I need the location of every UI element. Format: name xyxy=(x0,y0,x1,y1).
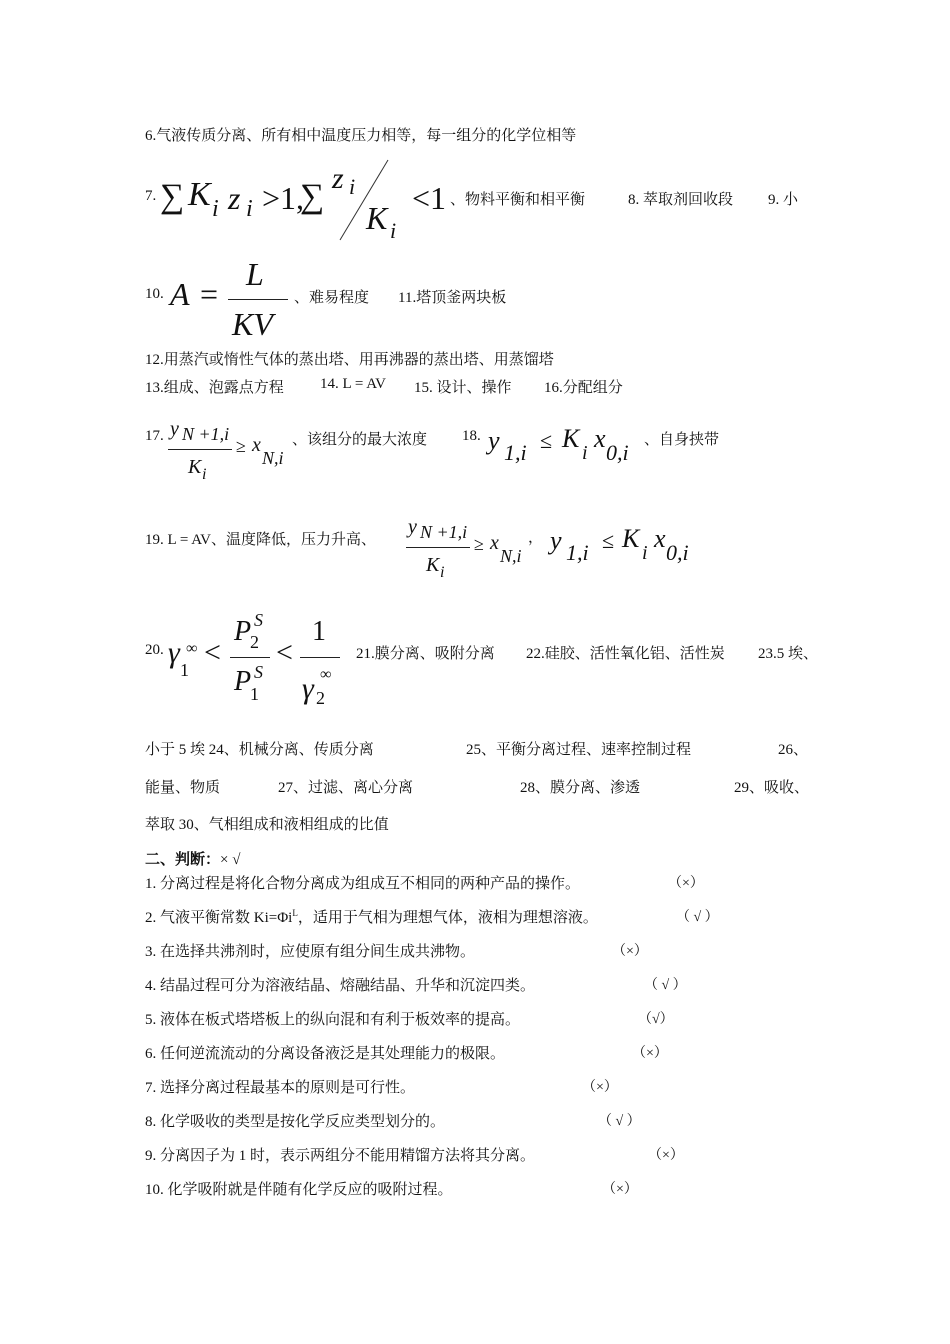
judgment-item xyxy=(145,906,598,927)
answer-16: 16.分配组分 xyxy=(544,380,623,396)
p-den: P xyxy=(234,666,252,697)
x-subscript: 0,i xyxy=(606,440,629,465)
gamma-1-sub: 1 xyxy=(180,660,189,680)
z-subscript: i xyxy=(246,196,253,222)
answer-14: 14. L = AV xyxy=(320,376,386,392)
judgment-text: 1. 分离过程是将化合物分离成为组成互不相同的两种产品的操作。 xyxy=(145,876,581,892)
equals-sign: = xyxy=(200,276,219,312)
z-num-sub: i xyxy=(349,174,356,199)
lt-one: <1 xyxy=(412,180,447,216)
judgment-text: 2. 气液平衡常数 Ki=Φi xyxy=(145,910,293,926)
k-symbol: K xyxy=(622,524,640,553)
k-symbol: K xyxy=(188,176,211,213)
k-subscript: i xyxy=(212,196,219,222)
ge-sign: ≥ xyxy=(474,534,484,554)
y-subscript: 1,i xyxy=(504,440,527,465)
section-2-title xyxy=(145,848,240,869)
answer-row1-a: 小于 5 埃 24、机械分离、传质分离 xyxy=(145,742,374,758)
fraction-bar-2 xyxy=(300,657,340,658)
x-symbol: x xyxy=(252,434,261,456)
answer-row1-c: 26、 xyxy=(778,742,809,758)
judgment-mark: （×） xyxy=(582,1080,618,1095)
le-sign: ≤ xyxy=(602,528,615,553)
section-2-heading: 二、判断： xyxy=(145,852,221,868)
judgment-mark: （×） xyxy=(602,1182,638,1197)
y-symbol: y xyxy=(488,426,500,455)
k-subscript: i xyxy=(440,564,445,581)
judgment-text: 3. 在选择共沸剂时，应使原有组分间生成共沸物。 xyxy=(145,944,476,960)
answer-12: 12.用蒸汽或惰性气体的蒸出塔、用再沸器的蒸出塔、用蒸馏塔 xyxy=(145,352,554,368)
fraction-denominator: KV xyxy=(232,306,273,342)
judgment-mark: （ √ ） xyxy=(644,978,687,993)
answer-11: 11.塔顶釜两块板 xyxy=(398,290,507,306)
y-subscript: N +1,i xyxy=(182,424,230,444)
k-subscript: i xyxy=(202,466,207,483)
p-den-sup: S xyxy=(254,662,263,682)
judgment-item xyxy=(145,1008,520,1029)
p-num-sub: 2 xyxy=(250,632,259,652)
answer-row2-b: 27、过滤、离心分离 xyxy=(278,780,414,796)
answer-6: 6.气液传质分离、所有相中温度压力相等，每一组分的化学位相等 xyxy=(145,128,577,144)
answer-row2-d: 29、吸收、 xyxy=(734,780,810,796)
judgment-text: 6. 任何逆流流动的分离设备液泛是其处理能力的极限。 xyxy=(145,1046,506,1062)
answer-8: 8. 萃取剂回收段 xyxy=(628,192,734,208)
answer-row2-a: 能量、物质 xyxy=(145,780,221,796)
x-symbol: x xyxy=(654,524,666,553)
y-subscript: 1,i xyxy=(566,540,589,565)
z-symbol: z xyxy=(228,180,241,216)
fraction-bar xyxy=(406,547,470,548)
a-symbol: A xyxy=(170,276,190,312)
le-sign: ≤ xyxy=(540,428,553,453)
judgment-mark: （×） xyxy=(612,944,648,959)
k-den-sub: i xyxy=(390,218,397,243)
k-symbol: K xyxy=(426,554,440,576)
judgment-text: 9. 分离因子为 1 时，表示两组分不能用精馏方法将其分离。 xyxy=(145,1148,536,1164)
answer-10-text: 、难易程度 xyxy=(294,290,370,306)
k-symbol: K xyxy=(188,456,202,478)
x-subscript: N,i xyxy=(262,448,284,468)
y-symbol: y xyxy=(408,516,417,538)
y-subscript: N +1,i xyxy=(420,522,468,542)
fraction-bar xyxy=(228,299,288,300)
judgment-text: 7. 选择分离过程最基本的原则是可行性。 xyxy=(145,1080,416,1096)
x-subscript: N,i xyxy=(500,546,522,566)
judgment-text: 5. 液体在板式塔塔板上的纵向混和有利于板效率的提高。 xyxy=(145,1012,521,1028)
answer-9: 9. 小 xyxy=(768,192,799,208)
judgment-item xyxy=(145,1110,445,1131)
answer-row1-b: 25、平衡分离过程、速率控制过程 xyxy=(466,742,692,758)
fraction-bar-1 xyxy=(230,657,270,658)
judgment-item xyxy=(145,940,475,961)
judgment-item xyxy=(145,1042,505,1063)
answer-row3: 萃取 30、气相组成和液相组成的比值 xyxy=(145,817,389,833)
answer-20-number: 20. xyxy=(145,642,164,658)
judgment-mark: （×） xyxy=(632,1046,668,1061)
judgment-item xyxy=(145,1178,453,1199)
x-symbol: x xyxy=(490,532,499,554)
answer-18-number: 18. xyxy=(462,428,481,444)
lt-sign-1: < xyxy=(204,636,221,669)
answer-13: 13.组成、泡露点方程 xyxy=(145,380,284,396)
answer-21: 21.膜分离、吸附分离 xyxy=(356,646,495,662)
sum-symbol-2: ∑ xyxy=(300,178,325,215)
judgment-item xyxy=(145,1076,415,1097)
answer-18-text: 、自身挟带 xyxy=(644,432,720,448)
k-subscript: i xyxy=(642,542,648,564)
y-symbol: y xyxy=(550,526,562,555)
answer-19-comma: ， xyxy=(528,530,544,546)
judgment-text: 10. 化学吸附就是伴随有化学反应的吸附过程。 xyxy=(145,1182,453,1198)
z-num: z xyxy=(332,162,344,195)
p-den-sub: 1 xyxy=(250,684,259,704)
fraction-bar xyxy=(168,449,232,450)
one-num: 1 xyxy=(312,616,326,647)
judgment-text: 8. 化学吸收的类型是按化学反应类型划分的。 xyxy=(145,1114,446,1130)
p-num-sup: S xyxy=(254,610,263,630)
answer-15: 15. 设计、操作 xyxy=(414,380,512,396)
answer-23: 23.5 埃、 xyxy=(758,646,819,662)
judgment-text: 4. 结晶过程可分为溶液结晶、熔融结晶、升华和沉淀四类。 xyxy=(145,978,536,994)
judgment-mark: （×） xyxy=(648,1148,684,1163)
judgment-mark: （ √ ） xyxy=(676,910,719,925)
gamma-2-sup: ∞ xyxy=(320,666,332,683)
gamma-2-sub: 2 xyxy=(316,688,325,708)
judgment-text-2: ，适用于气相为理想气体，液相为理想溶液。 xyxy=(297,910,598,926)
answer-7-text: 、物料平衡和相平衡 xyxy=(450,192,586,208)
x-symbol: x xyxy=(594,424,606,453)
answer-10-number: 10. xyxy=(145,286,164,302)
k-symbol: K xyxy=(562,424,580,453)
section-2-symbols: × √ xyxy=(220,852,241,868)
judgment-mark: （ √ ） xyxy=(598,1114,641,1129)
answer-17-text: 、该组分的最大浓度 xyxy=(292,432,428,448)
answer-row2-c: 28、膜分离、渗透 xyxy=(520,780,641,796)
y-symbol: y xyxy=(170,418,179,440)
fraction-numerator: L xyxy=(246,256,264,292)
judgment-superscript: L xyxy=(292,908,298,918)
answer-19-text: 19. L = AV、温度降低，压力升高、 xyxy=(145,532,376,548)
sum-symbol: ∑ xyxy=(160,178,185,215)
judgment-item xyxy=(145,974,535,995)
gamma-2: γ xyxy=(302,672,314,705)
gamma-1-sup: ∞ xyxy=(186,640,198,657)
p-num: P xyxy=(234,616,252,647)
k-subscript: i xyxy=(582,442,588,464)
judgment-mark: （√） xyxy=(638,1012,674,1027)
gt-one: >1, xyxy=(262,180,305,216)
gamma-1: γ xyxy=(168,636,180,669)
x-subscript: 0,i xyxy=(666,540,689,565)
judgment-item xyxy=(145,872,580,893)
answer-22: 22.硅胶、活性氧化铝、活性炭 xyxy=(526,646,725,662)
lt-sign-2: < xyxy=(276,636,293,669)
ge-sign: ≥ xyxy=(236,436,246,456)
answer-7-number: 7. xyxy=(145,188,157,204)
judgment-item xyxy=(145,1144,535,1165)
answer-17-number: 17. xyxy=(145,428,164,444)
k-den: K xyxy=(366,200,388,236)
judgment-mark: （×） xyxy=(668,876,704,891)
